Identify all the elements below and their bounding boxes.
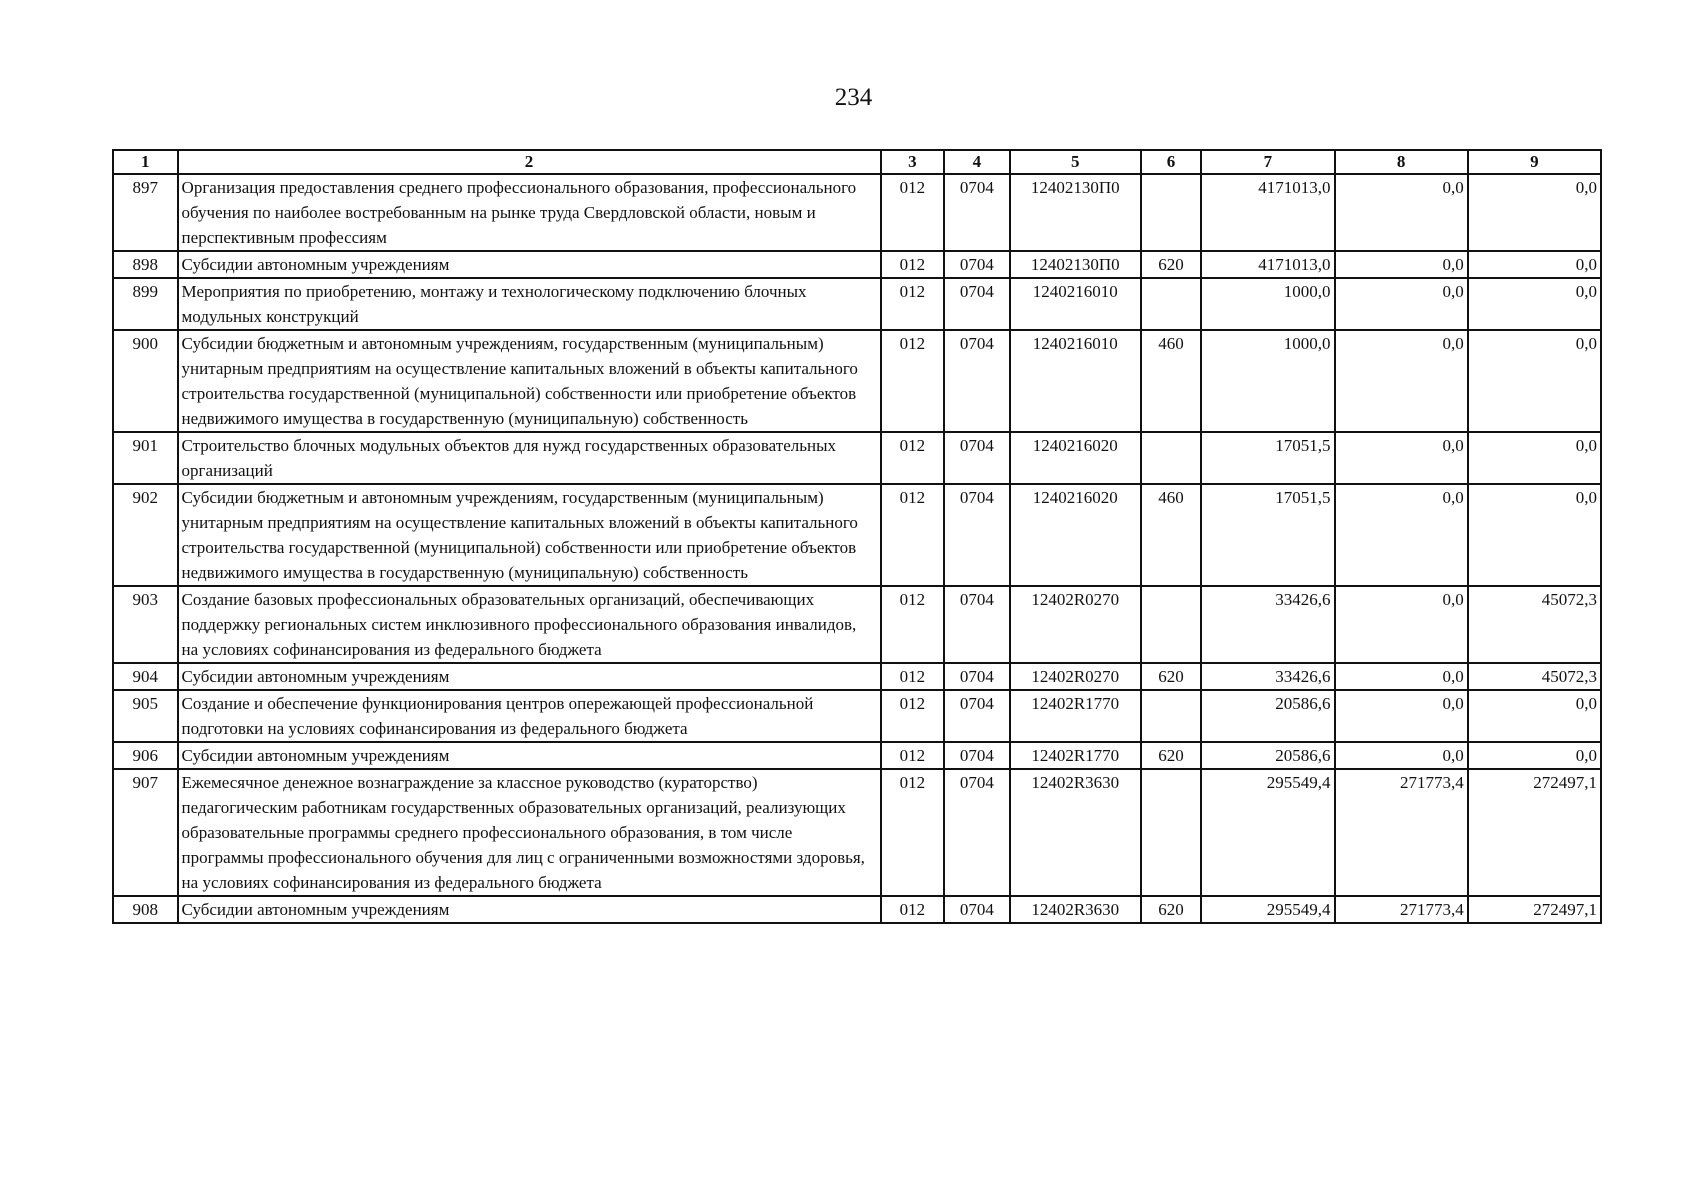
row-number-cell: 900	[113, 330, 178, 432]
section-code-cell: 0704	[944, 251, 1010, 278]
row-number-cell: 901	[113, 432, 178, 484]
expense-type-cell: 620	[1141, 663, 1201, 690]
admin-code-cell: 012	[881, 769, 945, 896]
section-code-cell: 0704	[944, 432, 1010, 484]
admin-code-cell: 012	[881, 251, 945, 278]
admin-code-cell: 012	[881, 484, 945, 586]
expense-type-cell	[1141, 769, 1201, 896]
amount-col7-cell: 1000,0	[1201, 278, 1334, 330]
amount-col8-cell: 0,0	[1335, 432, 1468, 484]
table-row	[113, 174, 1601, 251]
target-article-cell: 12402R0270	[1010, 586, 1141, 663]
section-code-cell: 0704	[944, 586, 1010, 663]
admin-code-cell: 012	[881, 896, 945, 923]
amount-col9-cell: 272497,1	[1468, 769, 1601, 896]
column-header: 7	[1201, 150, 1334, 174]
target-article-cell: 1240216020	[1010, 484, 1141, 586]
admin-code-cell: 012	[881, 690, 945, 742]
target-article-cell: 12402R0270	[1010, 663, 1141, 690]
amount-col9-cell: 0,0	[1468, 484, 1601, 586]
amount-col8-cell: 0,0	[1335, 586, 1468, 663]
amount-col7-cell: 4171013,0	[1201, 251, 1334, 278]
amount-col7-cell: 17051,5	[1201, 484, 1334, 586]
row-number-cell: 907	[113, 769, 178, 896]
amount-col8-cell: 0,0	[1335, 742, 1468, 769]
target-article-cell: 1240216020	[1010, 432, 1141, 484]
expense-type-cell: 620	[1141, 251, 1201, 278]
row-name-cell: Субсидии автономным учреждениям	[178, 896, 881, 923]
amount-col7-cell: 33426,6	[1201, 663, 1334, 690]
section-code-cell: 0704	[944, 663, 1010, 690]
amount-col8-cell: 0,0	[1335, 174, 1468, 251]
table-row	[113, 432, 1601, 484]
table-row	[113, 484, 1601, 586]
target-article-cell: 1240216010	[1010, 278, 1141, 330]
row-number-cell: 899	[113, 278, 178, 330]
amount-col7-cell: 295549,4	[1201, 769, 1334, 896]
admin-code-cell: 012	[881, 278, 945, 330]
section-code-cell: 0704	[944, 278, 1010, 330]
column-header: 5	[1010, 150, 1141, 174]
amount-col7-cell: 1000,0	[1201, 330, 1334, 432]
column-header: 8	[1335, 150, 1468, 174]
expense-type-cell	[1141, 432, 1201, 484]
table-body	[113, 174, 1601, 923]
amount-col8-cell: 0,0	[1335, 690, 1468, 742]
expense-type-cell	[1141, 278, 1201, 330]
column-header: 3	[881, 150, 945, 174]
amount-col8-cell: 271773,4	[1335, 769, 1468, 896]
table-row	[113, 742, 1601, 769]
row-name-cell: Организация предоставления среднего профессионального образования, профессионального обучения по наиболее востребованным на рынке труда Свердловской области, новым и перспективным профессиям	[178, 174, 881, 251]
page-number: 234	[834, 84, 873, 111]
amount-col8-cell: 0,0	[1335, 663, 1468, 690]
column-header: 9	[1468, 150, 1601, 174]
amount-col9-cell: 45072,3	[1468, 663, 1601, 690]
amount-col9-cell: 0,0	[1468, 742, 1601, 769]
table-row	[113, 690, 1601, 742]
expense-type-cell: 620	[1141, 742, 1201, 769]
amount-col8-cell: 271773,4	[1335, 896, 1468, 923]
admin-code-cell: 012	[881, 330, 945, 432]
expense-type-cell: 460	[1141, 484, 1201, 586]
column-header: 1	[113, 150, 178, 174]
row-name-cell: Строительство блочных модульных объектов для нужд государственных образовательных организаций	[178, 432, 881, 484]
amount-col7-cell: 20586,6	[1201, 690, 1334, 742]
section-code-cell: 0704	[944, 484, 1010, 586]
table-row	[113, 278, 1601, 330]
row-number-cell: 908	[113, 896, 178, 923]
column-header: 4	[944, 150, 1010, 174]
section-code-cell: 0704	[944, 690, 1010, 742]
row-number-cell: 897	[113, 174, 178, 251]
row-number-cell: 905	[113, 690, 178, 742]
amount-col7-cell: 295549,4	[1201, 896, 1334, 923]
table-row	[113, 330, 1601, 432]
expense-type-cell: 620	[1141, 896, 1201, 923]
admin-code-cell: 012	[881, 663, 945, 690]
amount-col9-cell: 0,0	[1468, 432, 1601, 484]
row-number-cell: 903	[113, 586, 178, 663]
amount-col8-cell: 0,0	[1335, 251, 1468, 278]
table-row	[113, 251, 1601, 278]
amount-col7-cell: 33426,6	[1201, 586, 1334, 663]
amount-col9-cell: 0,0	[1468, 278, 1601, 330]
target-article-cell: 12402R3630	[1010, 896, 1141, 923]
target-article-cell: 12402130П0	[1010, 251, 1141, 278]
amount-col9-cell: 0,0	[1468, 251, 1601, 278]
row-name-cell: Мероприятия по приобретению, монтажу и технологическому подключению блочных модульных конструкций	[178, 278, 881, 330]
row-name-cell: Субсидии автономным учреждениям	[178, 742, 881, 769]
table-row	[113, 896, 1601, 923]
target-article-cell: 1240216010	[1010, 330, 1141, 432]
amount-col8-cell: 0,0	[1335, 278, 1468, 330]
target-article-cell: 12402R1770	[1010, 690, 1141, 742]
amount-col9-cell: 0,0	[1468, 174, 1601, 251]
section-code-cell: 0704	[944, 174, 1010, 251]
expense-type-cell	[1141, 586, 1201, 663]
admin-code-cell: 012	[881, 586, 945, 663]
expense-type-cell: 460	[1141, 330, 1201, 432]
row-name-cell: Ежемесячное денежное вознаграждение за классное руководство (кураторство) педагогическим работникам государственных образовательных организаций, реализующих образовательные программы среднего профессионального образования, в том числе программы профессионального обучения для лиц с ограниченными возможностями здоровья, на условиях софинансирования из федерального бюджета	[178, 769, 881, 896]
amount-col7-cell: 20586,6	[1201, 742, 1334, 769]
amount-col9-cell: 0,0	[1468, 690, 1601, 742]
row-name-cell: Субсидии бюджетным и автономным учреждениям, государственным (муниципальным) унитарным предприятиям на осуществление капитальных вложений в объекты капитального строительства государственной (муниципальной) собственности или приобретение объектов недвижимого имущества в государственную (муниципальную) собственность	[178, 484, 881, 586]
budget-table	[112, 149, 1602, 924]
row-name-cell: Создание и обеспечение функционирования центров опережающей профессиональной подготовки на условиях софинансирования из федерального бюджета	[178, 690, 881, 742]
table-row	[113, 663, 1601, 690]
admin-code-cell: 012	[881, 174, 945, 251]
amount-col9-cell: 272497,1	[1468, 896, 1601, 923]
row-name-cell: Субсидии бюджетным и автономным учреждениям, государственным (муниципальным) унитарным предприятиям на осуществление капитальных вложений в объекты капитального строительства государственной (муниципальной) собственности или приобретение объектов недвижимого имущества в государственную (муниципальную) собственность	[178, 330, 881, 432]
section-code-cell: 0704	[944, 896, 1010, 923]
row-number-cell: 898	[113, 251, 178, 278]
amount-col8-cell: 0,0	[1335, 484, 1468, 586]
target-article-cell: 12402R3630	[1010, 769, 1141, 896]
amount-col7-cell: 17051,5	[1201, 432, 1334, 484]
target-article-cell: 12402130П0	[1010, 174, 1141, 251]
row-number-cell: 906	[113, 742, 178, 769]
column-header: 2	[178, 150, 881, 174]
row-name-cell: Создание базовых профессиональных образовательных организаций, обеспечивающих поддержку региональных систем инклюзивного профессионального образования инвалидов, на условиях софинансирования из федерального бюджета	[178, 586, 881, 663]
amount-col9-cell: 45072,3	[1468, 586, 1601, 663]
amount-col9-cell: 0,0	[1468, 330, 1601, 432]
column-header: 6	[1141, 150, 1201, 174]
amount-col7-cell: 4171013,0	[1201, 174, 1334, 251]
expense-type-cell	[1141, 174, 1201, 251]
header-row	[113, 150, 1601, 174]
admin-code-cell: 012	[881, 742, 945, 769]
row-name-cell: Субсидии автономным учреждениям	[178, 663, 881, 690]
table-row	[113, 586, 1601, 663]
expense-type-cell	[1141, 690, 1201, 742]
section-code-cell: 0704	[944, 769, 1010, 896]
row-number-cell: 904	[113, 663, 178, 690]
amount-col8-cell: 0,0	[1335, 330, 1468, 432]
row-number-cell: 902	[113, 484, 178, 586]
target-article-cell: 12402R1770	[1010, 742, 1141, 769]
table-row	[113, 769, 1601, 896]
section-code-cell: 0704	[944, 742, 1010, 769]
section-code-cell: 0704	[944, 330, 1010, 432]
row-name-cell: Субсидии автономным учреждениям	[178, 251, 881, 278]
admin-code-cell: 012	[881, 432, 945, 484]
